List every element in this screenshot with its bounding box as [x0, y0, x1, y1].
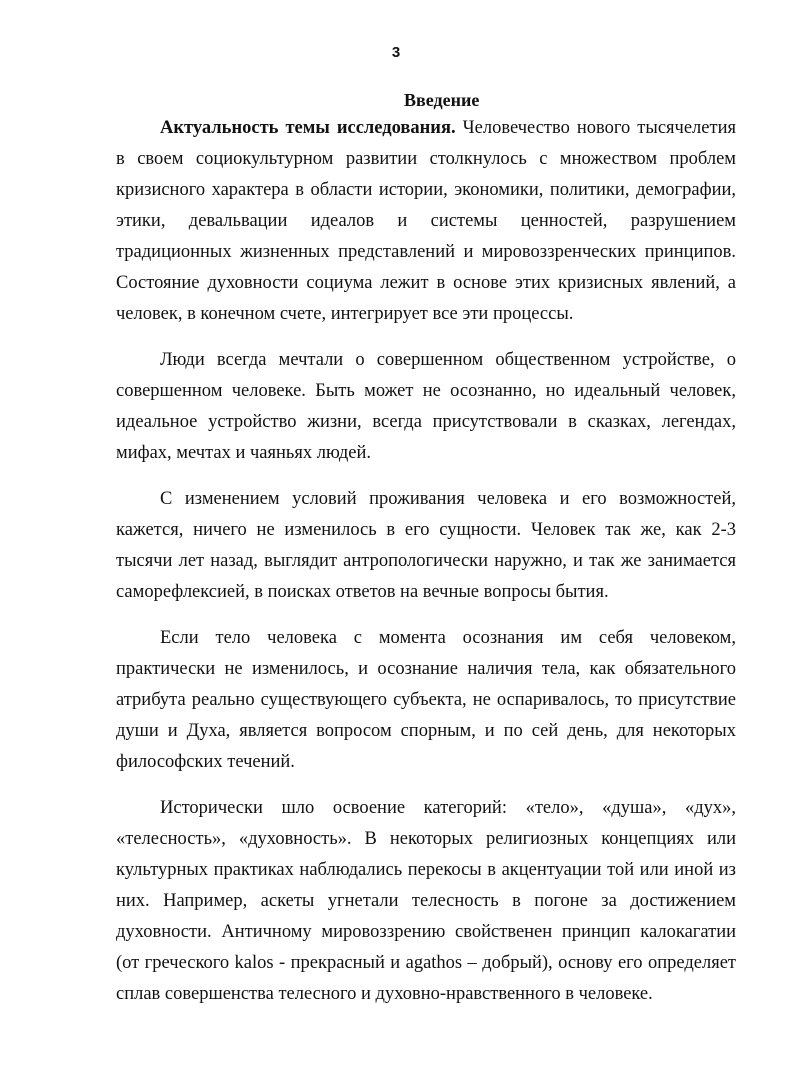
paragraph-relevance	[116, 113, 736, 330]
page-number: 3	[391, 44, 401, 61]
paragraph: Если тело человека с момента осознания им себя человеком, практически не изменилось, и осознание наличия тела, как обязательного атрибута реально существующего субъекта, не оспаривалось, то присутствие души и Духа, является вопросом спорным, и по сей день, для некоторых философских течений.	[116, 628, 736, 772]
section-heading: Введение	[404, 90, 480, 110]
paragraph-text: Человечество нового тысячелетия в своем социокультурном развитии столкнулось с множеством проблем кризисного характера в области истории, экономики, политики, демографии, этики, девальвации идеалов и системы ценностей, разрушением традиционных жизненных представлений и мировоззренческих принципов. Состояние духовности социума лежит в основе этих кризисных явлений, а человек, в конечном счете, интегрирует все эти процессы.	[116, 118, 736, 324]
paragraph-lead: Актуальность темы исследования.	[160, 118, 456, 138]
paragraph: Люди всегда мечтали о совершенном общественном устройстве, о совершенном человеке. Быть может не осознанно, но идеальный человек, идеальное устройство жизни, всегда присутствовали в сказках, легендах, мифах, мечтах и чаяньях людей.	[116, 350, 736, 463]
paragraph: С изменением условий проживания человека и его возможностей, кажется, ничего не изменилось в его сущности. Человек так же, как 2-3 тысячи лет назад, выглядит антропологически наружно, и так же занимается саморефлексией, в поисках ответов на вечные вопросы бытия.	[116, 489, 736, 602]
body-text	[116, 113, 736, 1010]
paragraph: Исторически шло освоение категорий: «тело», «душа», «дух», «телесность», «духовность». В некоторых религиозных концепциях или культурных практиках наблюдались перекосы в акцентуации той или иной из них. Например, аскеты угнетали телесность в погоне за достижением духовности. Античному мировоззрению свойственен принцип калокагатии (от греческого kalos - прекрасный и agathos – добрый), основу его определяет сплав совершенства телесного и духовно-нравственного в человеке.	[116, 798, 736, 1004]
